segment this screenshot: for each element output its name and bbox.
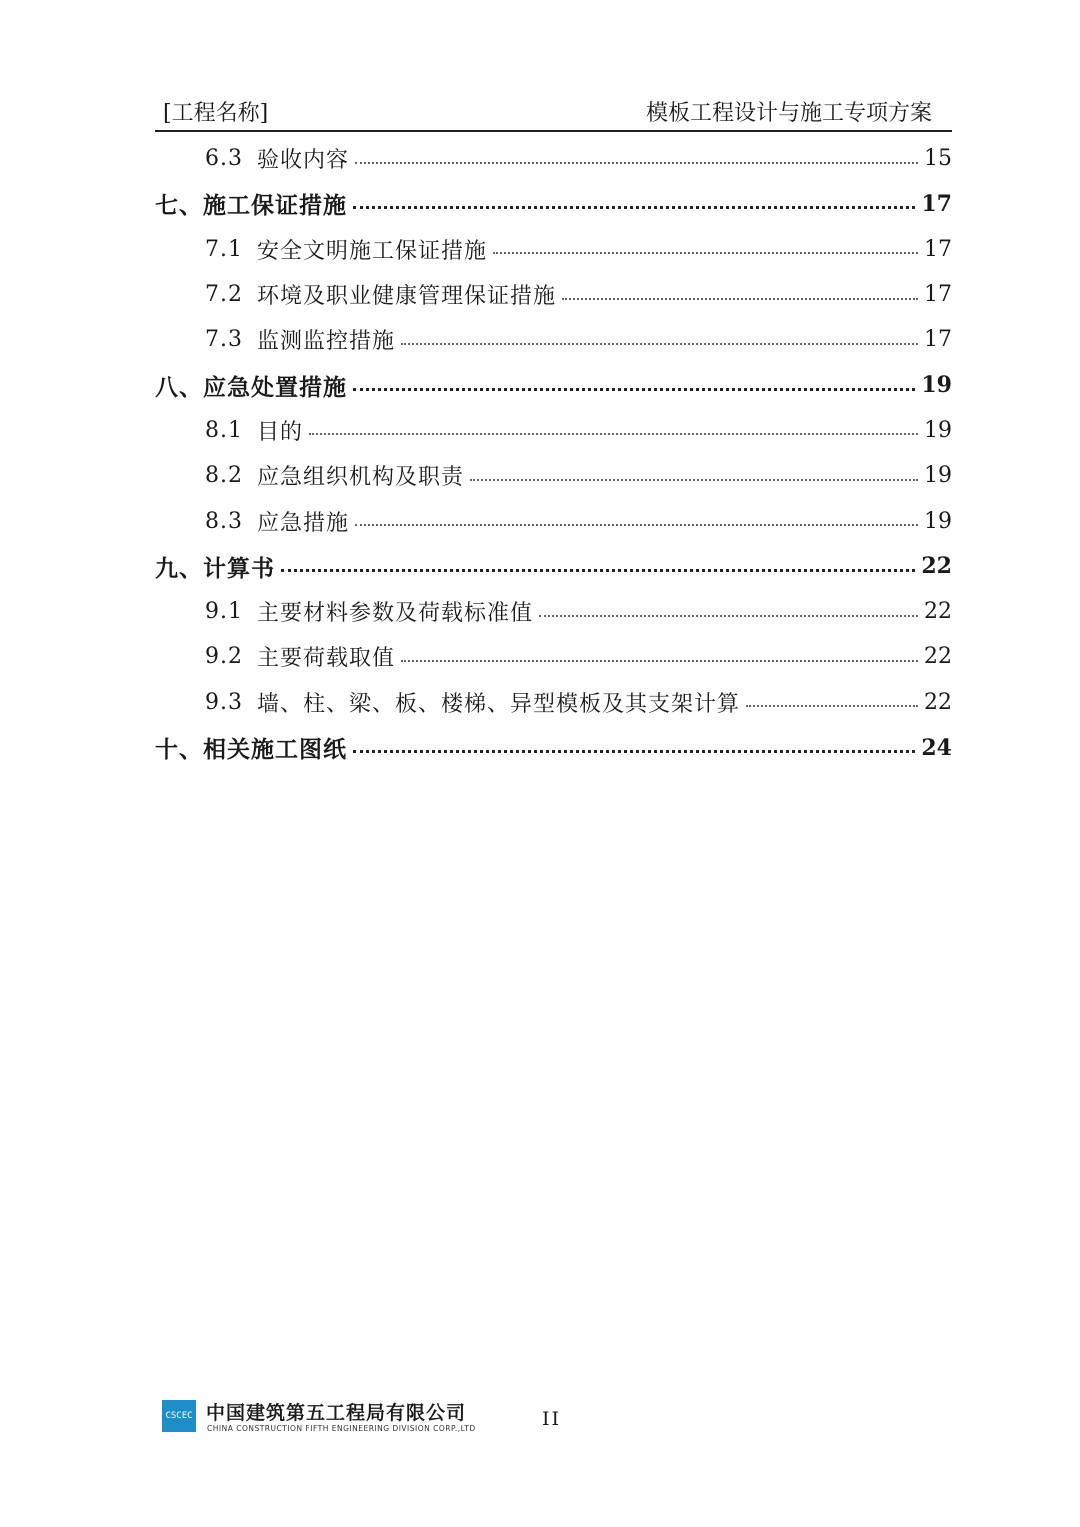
page-header xyxy=(155,92,952,132)
toc-section-row[interactable] xyxy=(155,136,952,181)
page-footer xyxy=(162,1398,582,1438)
toc-section-number: 7.1 xyxy=(205,236,243,262)
logo-text: CSCEC xyxy=(165,1410,193,1421)
toc-entry-title: 墙、柱、梁、板、楼梯、异型模板及其支架计算 xyxy=(257,691,741,717)
page-number: II xyxy=(542,1408,562,1430)
toc-section-number: 9.3 xyxy=(205,689,243,715)
toc-section-row[interactable] xyxy=(155,498,952,543)
toc-entry-title: 安全文明施工保证措施 xyxy=(257,238,488,264)
toc-dot-leader xyxy=(539,615,918,617)
toc-section-number: 8.1 xyxy=(205,417,243,443)
company-name-en: CHINA CONSTRUCTION FIFTH ENGINEERING DIVISION CORP.,LTD xyxy=(207,1424,476,1433)
toc-dot-leader xyxy=(746,705,918,707)
toc-page-number: 17 xyxy=(924,236,952,262)
toc-dot-leader xyxy=(353,388,915,391)
toc-section-row[interactable] xyxy=(155,272,952,317)
toc-section-number: 9.1 xyxy=(205,599,243,625)
toc-page-number: 22 xyxy=(924,644,952,670)
toc-chapter-row[interactable] xyxy=(155,544,952,589)
toc-entry-title: 监测监控措施 xyxy=(257,329,396,355)
toc-page-number: 15 xyxy=(924,146,952,172)
toc-section-row[interactable] xyxy=(155,317,952,362)
toc-section-row[interactable] xyxy=(155,408,952,453)
document-title: 模板工程设计与施工专项方案 xyxy=(645,101,932,126)
toc-entry-title: 十、相关施工图纸 xyxy=(155,736,347,763)
toc-page-number: 19 xyxy=(924,508,952,534)
toc-dot-leader xyxy=(353,750,915,753)
toc-dot-leader xyxy=(401,343,918,345)
toc-chapter-row[interactable] xyxy=(155,362,952,407)
table-of-contents xyxy=(155,136,952,770)
toc-page-number: 17 xyxy=(921,190,952,217)
toc-entry-title: 九、计算书 xyxy=(155,554,275,582)
toc-section-row[interactable] xyxy=(155,453,952,498)
toc-page-number: 22 xyxy=(924,689,952,715)
company-logo xyxy=(162,1400,196,1432)
toc-entry-title: 验收内容 xyxy=(257,148,350,174)
toc-chapter-row[interactable] xyxy=(155,725,952,770)
toc-dot-leader xyxy=(401,660,918,662)
toc-page-number: 22 xyxy=(921,553,952,580)
toc-entry-title: 环境及职业健康管理保证措施 xyxy=(257,284,557,310)
toc-dot-leader xyxy=(355,162,918,164)
toc-page-number: 19 xyxy=(924,463,952,489)
toc-section-row[interactable] xyxy=(155,680,952,725)
toc-entry-title: 八、应急处置措施 xyxy=(155,373,347,401)
toc-page-number: 17 xyxy=(924,282,952,308)
toc-page-number: 24 xyxy=(921,734,952,761)
toc-page-number: 19 xyxy=(924,417,952,443)
company-name-cn: 中国建筑第五工程局有限公司 xyxy=(206,1402,467,1424)
toc-dot-leader xyxy=(493,252,918,254)
toc-dot-leader xyxy=(353,206,915,209)
toc-dot-leader xyxy=(355,524,918,526)
toc-section-number: 6.3 xyxy=(205,146,243,172)
toc-section-row[interactable] xyxy=(155,634,952,679)
toc-section-row[interactable] xyxy=(155,227,952,272)
toc-entry-title: 主要荷载取值 xyxy=(257,646,396,672)
toc-dot-leader xyxy=(309,433,918,435)
toc-dot-leader xyxy=(281,569,915,572)
toc-entry-title: 应急措施 xyxy=(257,510,350,536)
toc-section-number: 9.2 xyxy=(205,644,243,670)
toc-page-number: 17 xyxy=(924,327,952,353)
toc-section-number: 7.2 xyxy=(205,282,243,308)
toc-dot-leader xyxy=(562,298,918,300)
toc-section-number: 8.2 xyxy=(205,463,243,489)
toc-entry-title: 七、施工保证措施 xyxy=(155,192,347,220)
toc-chapter-row[interactable] xyxy=(155,181,952,226)
toc-section-row[interactable] xyxy=(155,589,952,634)
toc-entry-title: 目的 xyxy=(257,419,304,445)
toc-entry-title: 应急组织机构及职责 xyxy=(257,465,465,491)
toc-page-number: 19 xyxy=(921,372,952,399)
toc-section-number: 7.3 xyxy=(205,327,243,353)
toc-page-number: 22 xyxy=(924,599,952,625)
toc-entry-title: 主要材料参数及荷载标准值 xyxy=(257,601,534,627)
toc-section-number: 8.3 xyxy=(205,508,243,534)
project-name: [工程名称] xyxy=(163,101,269,126)
toc-dot-leader xyxy=(470,479,918,481)
